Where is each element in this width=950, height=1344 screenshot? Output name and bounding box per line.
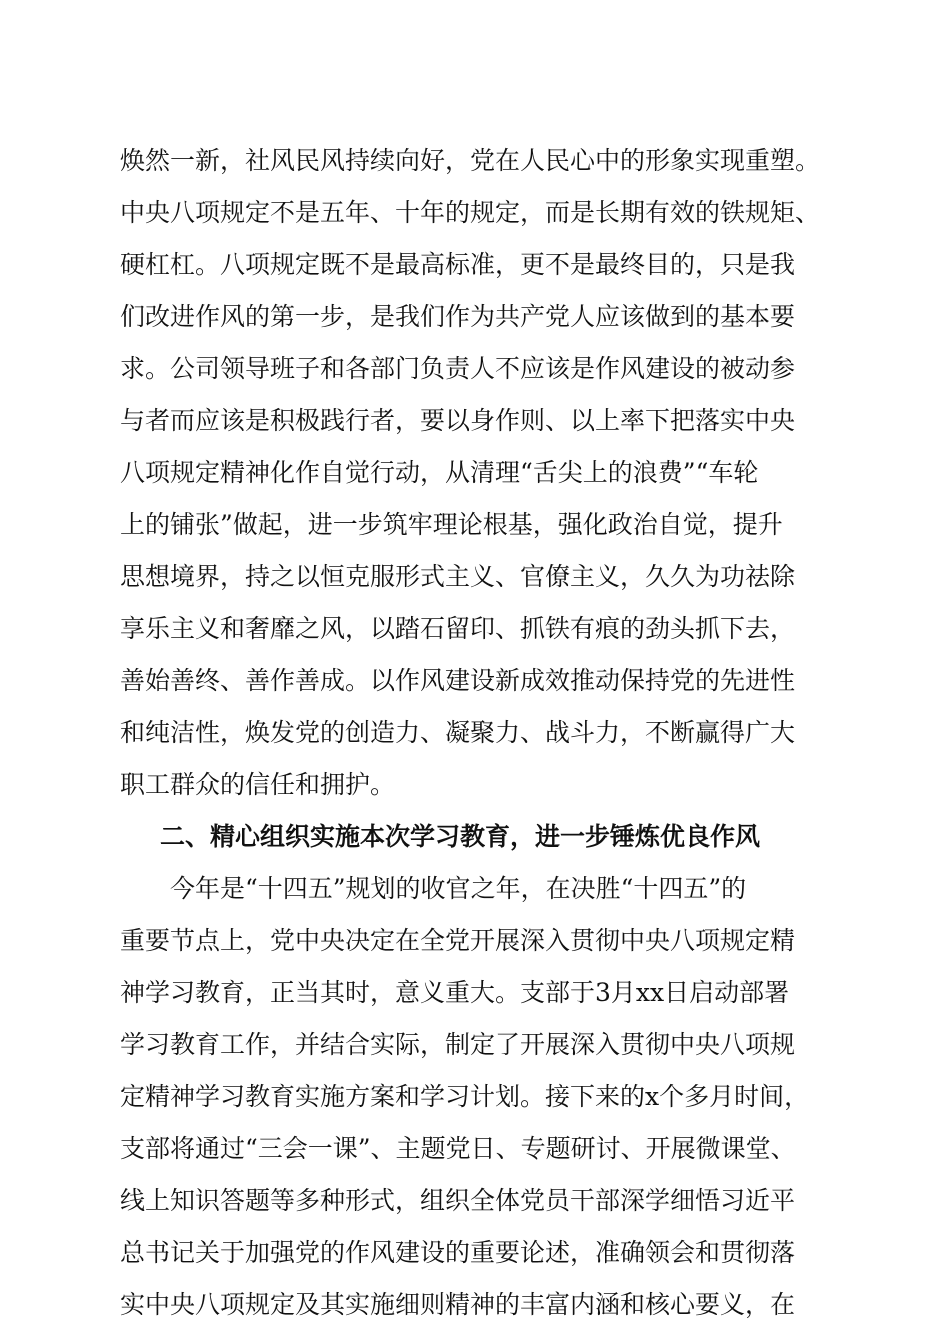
text-line: 享乐主义和奢靡之风，以踏石留印、抓铁有痕的劲头抓下去， <box>120 614 796 643</box>
text-line: 支部将通过“三会一课”、主题党日、专题研讨、开展微课堂、 <box>120 1134 796 1163</box>
text-line: 线上知识答题等多种形式，组织全体党员干部深学细悟习近平 <box>120 1186 796 1215</box>
text-line: 求。公司领导班子和各部门负责人不应该是作风建设的被动参 <box>120 354 796 383</box>
text-line: 总书记关于加强党的作风建设的重要论述，准确领会和贯彻落 <box>120 1238 796 1267</box>
section-heading: 二、精心组织实施本次学习教育，进一步锤炼优良作风 <box>160 822 761 851</box>
text-line: 与者而应该是积极践行者，要以身作则、以上率下把落实中央 <box>120 406 796 435</box>
text-line: 善始善终、善作善成。以作风建设新成效推动保持党的先进性 <box>120 666 796 695</box>
text-line: 重要节点上，党中央决定在全党开展深入贯彻中央八项规定精 <box>120 926 796 955</box>
text-line: 今年是“十四五”规划的收官之年，在决胜“十四五”的 <box>170 874 747 903</box>
text-line: 学习教育工作，并结合实际，制定了开展深入贯彻中央八项规 <box>120 1030 796 1059</box>
text-line: 中央八项规定不是五年、十年的规定，而是长期有效的铁规矩、 <box>120 198 821 227</box>
text-line: 焕然一新，社风民风持续向好，党在人民心中的形象实现重塑。 <box>120 146 821 175</box>
text-line: 思想境界，持之以恒克服形式主义、官僚主义，久久为功祛除 <box>120 562 796 591</box>
text-line: 八项规定精神化作自觉行动，从清理“舌尖上的浪费”“车轮 <box>120 458 759 487</box>
text-line: 神学习教育，正当其时，意义重大。支部于3月xx日启动部署 <box>120 978 790 1007</box>
text-line: 硬杠杠。八项规定既不是最高标准，更不是最终目的，只是我 <box>120 250 796 279</box>
text-line: 上的铺张”做起，进一步筑牢理论根基，强化政治自觉，提升 <box>120 510 783 539</box>
text-line: 和纯洁性，焕发党的创造力、凝聚力、战斗力，不断赢得广大 <box>120 718 796 747</box>
text-line: 实中央八项规定及其实施细则精神的丰富内涵和核心要义，在 <box>120 1290 796 1319</box>
text-line: 定精神学习教育实施方案和学习计划。接下来的x个多月时间， <box>120 1082 810 1111</box>
text-line: 们改进作风的第一步，是我们作为共产党人应该做到的基本要 <box>120 302 796 331</box>
text-line: 职工群众的信任和拥护。 <box>120 770 396 799</box>
